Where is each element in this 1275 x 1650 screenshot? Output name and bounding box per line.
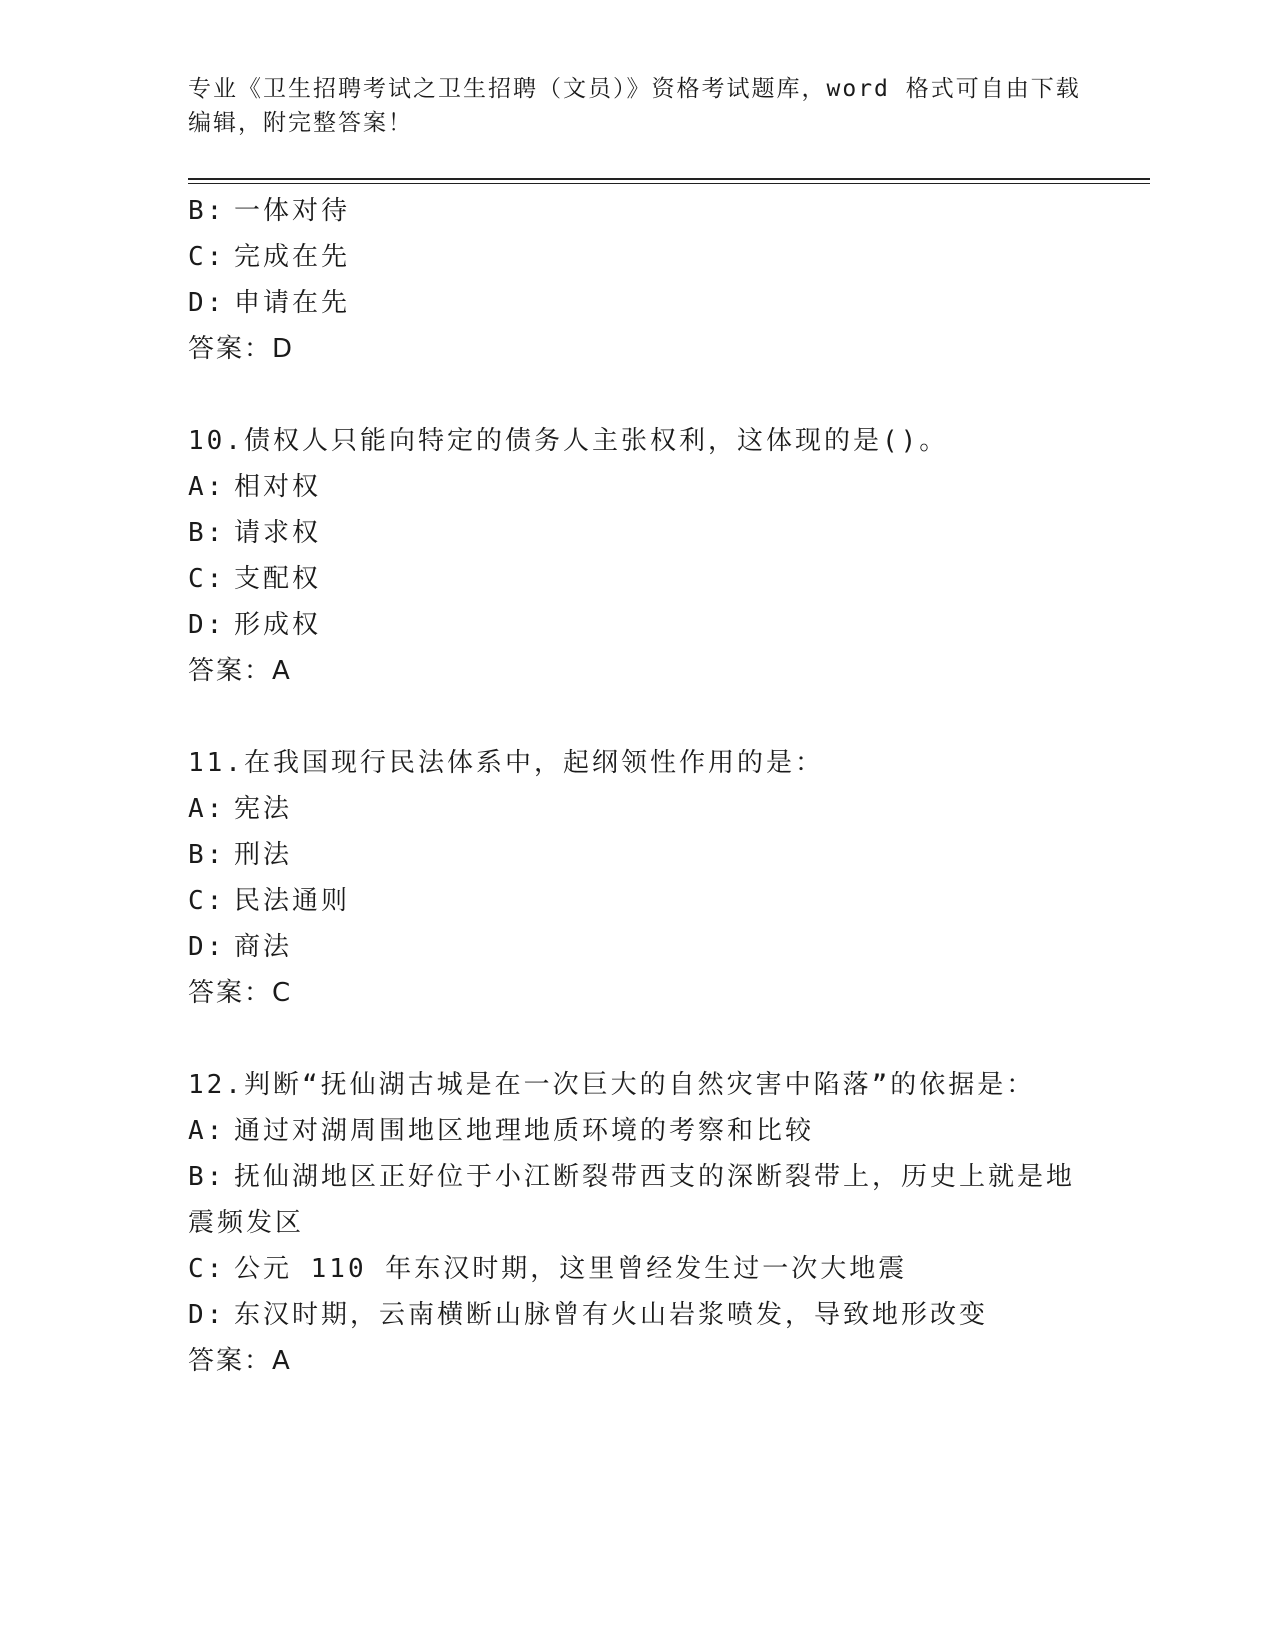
option-label: D: [188, 932, 226, 962]
spacer [188, 694, 1088, 740]
option-label: C: [188, 1254, 226, 1284]
option-label: B: [188, 840, 226, 870]
option-text: 通过对湖周围地区地理地质环境的考察和比较 [234, 1116, 815, 1146]
option-row [188, 602, 1088, 648]
spacer [188, 1016, 1088, 1062]
option-text: 一体对待 [234, 196, 351, 226]
option-row [188, 924, 1088, 970]
option-label: B: [188, 1162, 226, 1192]
option-row-continuation [188, 1200, 1088, 1246]
option-label: C: [188, 564, 226, 594]
option-text: 请求权 [234, 518, 322, 548]
header-rule-thick [188, 178, 1150, 180]
option-label: C: [188, 886, 226, 916]
answer-line: 答案：C [188, 978, 293, 1008]
option-label: A: [188, 1116, 226, 1146]
question-10 [188, 418, 1088, 694]
option-text: 支配权 [234, 564, 322, 594]
option-row [188, 1154, 1088, 1200]
answer-line: 答案：A [188, 1346, 292, 1376]
option-row [188, 556, 1088, 602]
option-text: 相对权 [234, 472, 322, 502]
option-text: 形成权 [234, 610, 322, 640]
spacer [188, 372, 1088, 418]
option-text: 申请在先 [234, 288, 351, 318]
option-label: B: [188, 518, 226, 548]
option-text: 完成在先 [234, 242, 351, 272]
option-row [188, 510, 1088, 556]
question-11 [188, 740, 1088, 1016]
option-text: 震频发区 [188, 1208, 305, 1238]
question-9-tail [188, 188, 1088, 372]
option-row [188, 1108, 1088, 1154]
question-12 [188, 1062, 1088, 1384]
answer-line: 答案：D [188, 334, 295, 364]
question-list [188, 188, 1088, 1384]
option-label: D: [188, 1300, 226, 1330]
option-text: 刑法 [234, 840, 293, 870]
option-row [188, 1292, 1088, 1338]
question-stem: 11.在我国现行民法体系中，起纲领性作用的是： [188, 748, 824, 778]
header-rule-thin [188, 183, 1150, 184]
option-label: B: [188, 196, 226, 226]
option-row [188, 878, 1088, 924]
option-text: 抚仙湖地区正好位于小江断裂带西支的深断裂带上，历史上就是地 [234, 1162, 1076, 1192]
option-text: 商法 [234, 932, 293, 962]
option-label: D: [188, 610, 226, 640]
answer-line: 答案：A [188, 656, 292, 686]
option-text: 东汉时期，云南横断山脉曾有火山岩浆喷发，导致地形改变 [234, 1300, 989, 1330]
option-row [188, 234, 1088, 280]
option-label: A: [188, 794, 226, 824]
question-stem: 10.债权人只能向特定的债务人主张权利，这体现的是()。 [188, 426, 949, 456]
option-row [188, 832, 1088, 878]
option-label: D: [188, 288, 226, 318]
header-line-2: 编辑，附完整答案！ [188, 110, 413, 136]
option-row [188, 786, 1088, 832]
option-row [188, 188, 1088, 234]
question-stem: 12.判断“抚仙湖古城是在一次巨大的自然灾害中陷落”的依据是： [188, 1070, 1036, 1100]
option-text: 民法通则 [234, 886, 351, 916]
option-row [188, 1246, 1088, 1292]
header-line-1: 专业《卫生招聘考试之卫生招聘（文员）》资格考试题库，word 格式可自由下载 [188, 76, 1081, 102]
option-row [188, 280, 1088, 326]
option-label: A: [188, 472, 226, 502]
option-text: 宪法 [234, 794, 293, 824]
option-label: C: [188, 242, 226, 272]
document-header [188, 72, 1088, 140]
option-row [188, 464, 1088, 510]
option-text: 公元 110 年东汉时期，这里曾经发生过一次大地震 [234, 1254, 908, 1284]
